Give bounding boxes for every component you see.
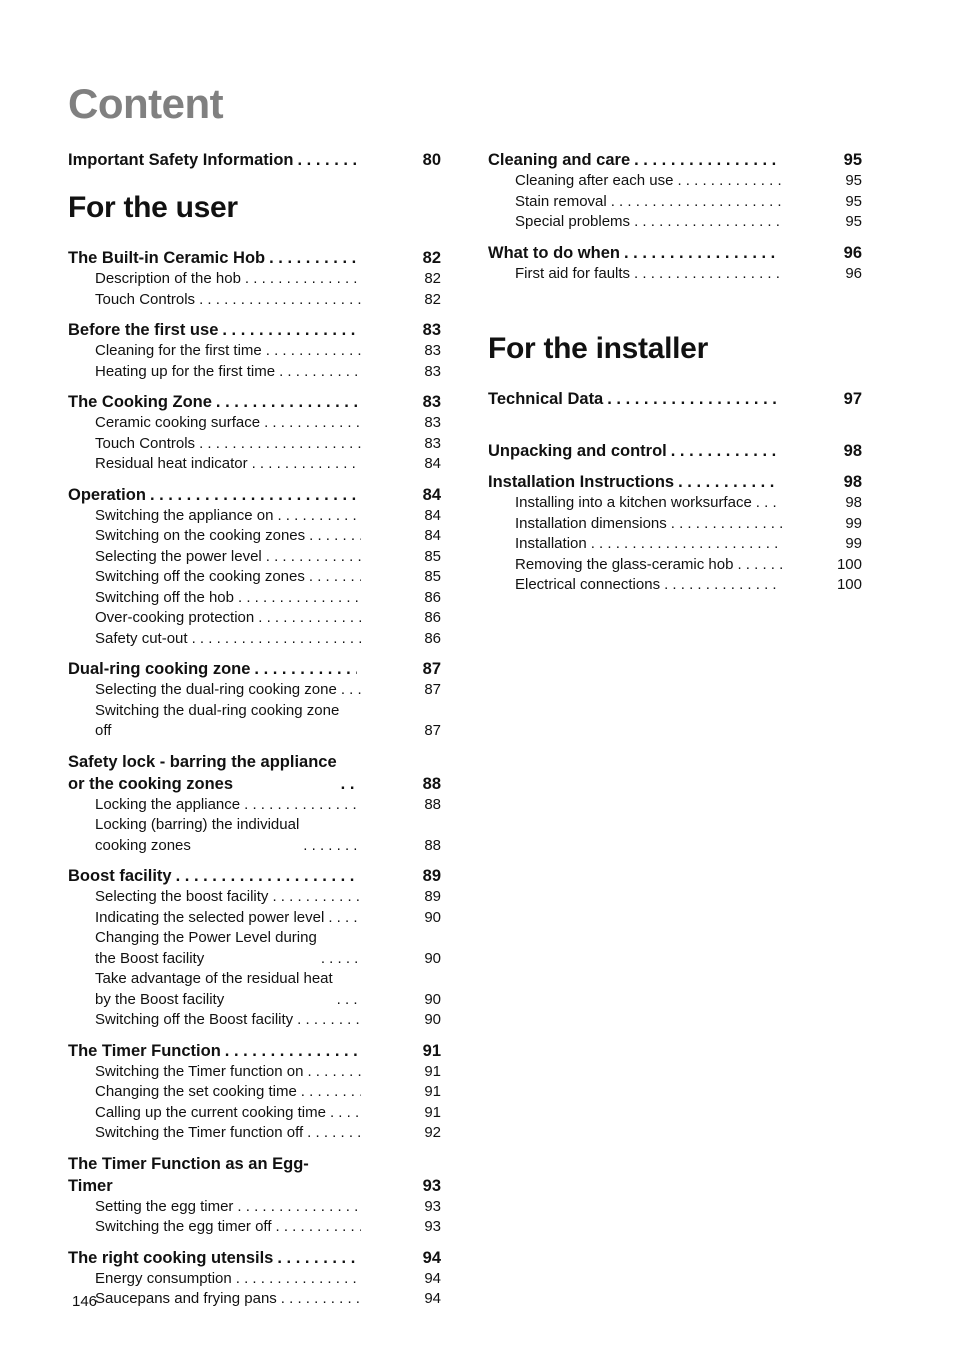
toc-entry-label: Heating up for the first time [95,362,276,380]
dot-leader [611,192,782,213]
toc-group [488,388,862,410]
dot-leader [756,493,782,514]
dot-leader [254,658,357,680]
toc-entry-label: Locking the appliance [95,795,241,813]
toc-subsection-entry[interactable] [68,928,441,969]
toc-entry-page: 83 [422,321,441,339]
dot-leader [607,388,778,410]
toc-subsection-entry[interactable] [68,290,441,311]
toc-entry-label: Safety lock - barring the appliance or the cooking zones [68,752,337,793]
section-heading-installer: For the installer [488,332,708,365]
toc-entry-page: 84 [422,485,441,504]
toc-entry-label: The Timer Function [68,1041,221,1060]
toc-entry-page: 93 [424,1218,441,1235]
toc-entry-label: Installing into a kitchen worksurface [515,494,752,511]
toc-group [68,865,441,1031]
dot-leader [634,149,778,171]
toc-entry-label: Special problems [515,213,631,230]
toc-entry-label: Boost facility [68,867,172,885]
toc-group [68,751,441,857]
toc-entry-page: 93 [424,1197,441,1215]
page-title: Content [68,80,224,127]
toc-left-column [68,149,441,1310]
toc-entry-label: Cleaning after each use [515,172,674,189]
toc-group [68,391,441,475]
toc-entry-label: Removing the glass-ceramic hob [515,555,734,573]
toc-section-entry[interactable] [488,440,862,462]
dot-leader [225,1040,357,1062]
toc-group [68,1040,441,1144]
toc-subsection-entry[interactable] [68,795,441,816]
toc-subsection-entry[interactable] [68,887,441,908]
toc-installer-groups [488,388,862,596]
toc-subsection-entry[interactable] [68,269,441,290]
dot-leader [328,908,361,929]
toc-entry-label: Over-cooking protection [95,609,255,626]
dot-leader [301,1082,361,1103]
toc-entry-label: Selecting the boost facility [95,888,269,905]
toc-section-entry[interactable] [488,471,862,493]
dot-leader [624,242,778,264]
toc-section-entry[interactable] [68,658,441,680]
dot-leader [737,555,782,576]
toc-entry-page: 98 [843,473,862,491]
toc-subsection-entry[interactable] [488,575,862,596]
toc-subsection-entry[interactable] [68,454,441,475]
dot-leader [272,887,361,908]
toc-subsection-entry[interactable] [68,506,441,527]
toc-subsection-entry[interactable] [68,526,441,547]
toc-entry-label: Changing the set cooking time [95,1083,297,1100]
toc-subsection-entry[interactable] [488,212,862,233]
dot-leader [307,1062,361,1083]
toc-entry-page: 86 [424,629,441,647]
dot-leader [277,506,361,527]
toc-section-entry[interactable] [488,242,862,264]
dot-leader [664,575,782,596]
toc-group [68,484,441,650]
toc-subsection-entry[interactable] [68,567,441,588]
toc-entry-label: Installation [515,535,587,552]
toc-entry-page: 87 [424,722,441,739]
toc-subsection-entry[interactable] [68,588,441,609]
dot-leader [266,547,361,568]
toc-group [68,1153,441,1238]
toc-section-entry[interactable] [68,391,441,413]
dot-leader [277,1247,357,1269]
toc-subsection-entry[interactable] [488,264,862,285]
toc-entry-label: The Built-in Ceramic Hob [68,249,266,267]
toc-entry-label: Saucepans and frying pans [95,1290,277,1307]
toc-group [68,658,441,742]
dot-leader [252,454,361,475]
toc-entry-page: 86 [424,609,441,626]
toc-entry-page: 88 [424,836,441,854]
toc-entry-label: Description of the hob [95,270,241,287]
toc-entry-page: 85 [424,547,441,565]
dot-leader [671,440,778,462]
toc-entry-label: Switching on the cooking zones [95,527,306,544]
toc-entry-label: Switching the egg timer off [95,1218,272,1235]
toc-entry-page: 82 [424,270,441,287]
toc-subsection-entry[interactable] [488,171,862,192]
toc-entry-page: 97 [843,390,862,408]
toc-section-entry[interactable] [68,751,441,795]
toc-subsection-entry[interactable] [68,1123,441,1144]
toc-section-entry[interactable] [488,149,862,171]
dot-leader [222,319,357,341]
toc-entry-label: Ceramic cooking surface [95,414,261,431]
toc-entry-label: Switching the Timer function on [95,1062,304,1080]
dot-leader [303,836,361,857]
toc-section-entry[interactable] [68,1040,441,1062]
toc-entry-label: What to do when [488,243,620,262]
toc-subsection-entry[interactable] [68,1289,441,1310]
dot-leader [281,1289,361,1310]
toc-entry-page: 82 [424,290,441,308]
toc-entry-label: Indicating the selected power level [95,908,325,926]
toc-entry-label: Touch Controls [95,434,196,452]
toc-entry-page: 82 [422,249,441,267]
toc-entry-label: Important Safety Information [68,151,294,169]
toc-entry-page: 90 [424,1011,441,1028]
toc-entry-label: Technical Data [488,390,604,408]
toc-subsection-entry[interactable] [68,1217,441,1238]
dot-leader [634,264,782,285]
toc-entry-page: 80 [422,151,441,169]
dot-leader [199,434,361,455]
dot-leader [238,588,361,609]
toc-subsection-entry[interactable] [488,493,862,514]
toc-entry-page: 95 [845,192,862,210]
toc-entry-page: 89 [424,888,441,905]
toc-subsection-entry[interactable] [68,908,441,929]
toc-right-column [488,149,862,596]
toc-entry-page: 99 [845,514,862,532]
toc-section-entry[interactable] [488,388,862,410]
toc-entry-page: 92 [424,1124,441,1141]
toc-entry-page: 93 [422,1176,441,1195]
toc-entry-label: Cleaning for the first time [95,342,262,359]
toc-entry-label: Selecting the power level [95,547,262,565]
toc-entry-label: Energy consumption [95,1269,232,1287]
toc-entry-label: The Timer Function as an Egg-Timer [68,1154,309,1195]
toc-subsection-entry[interactable] [68,608,441,629]
toc-section-entry[interactable] [68,319,441,341]
toc-subsection-entry[interactable] [68,1197,441,1218]
toc-group [488,471,862,596]
toc-entry-page: 87 [422,660,441,678]
toc-entry-page: 87 [424,681,441,698]
toc-entry-label: Switching off the hob [95,588,234,606]
toc-entry-page: 90 [424,990,441,1008]
dot-leader [337,990,361,1011]
toc-entry-label: Calling up the current cooking time [95,1103,326,1121]
toc-subsection-entry[interactable] [68,969,441,1010]
toc-entry-label: Residual heat indicator [95,455,248,472]
toc-care-groups [488,149,862,284]
toc-entry-page: 83 [424,414,441,431]
toc-entry-label: Switching the Timer function off [95,1124,304,1141]
toc-entry-label: Stain removal [515,192,607,210]
toc-entry-label: Locking (barring) the individual cooking zones [95,816,300,854]
toc-subsection-entry[interactable] [68,815,441,856]
toc-entry-label: The right cooking utensils [68,1248,274,1267]
toc-entry-label: Safety cut-out [95,629,188,647]
toc-entry-page: 100 [836,555,862,573]
toc-entry-label: Operation [68,485,146,504]
toc-entry-page: 84 [424,506,441,524]
toc-entry-page: 94 [422,1248,441,1267]
dot-leader [321,949,361,970]
toc-entry-page: 96 [845,264,862,282]
toc-subsection-entry[interactable] [68,1010,441,1031]
toc-subsection-entry[interactable] [68,1269,441,1290]
toc-entry-label: Switching the dual-ring cooking zone off [95,701,340,739]
toc-section-entry[interactable] [68,1153,441,1197]
dot-leader [341,773,357,795]
toc-subsection-entry[interactable] [488,192,862,213]
toc-section-entry[interactable] [68,247,441,269]
toc-subsection-entry[interactable] [68,701,441,742]
toc-entry-page: 83 [422,393,441,411]
toc-subsection-entry[interactable] [68,413,441,434]
toc-entry-page: 96 [843,243,862,262]
toc-entry-label: Switching off the Boost facility [95,1011,294,1028]
dot-leader [176,865,357,887]
toc-entry-label: The Cooking Zone [68,393,212,411]
toc-entry-page: 91 [424,1083,441,1100]
toc-subsection-entry[interactable] [488,514,862,535]
dot-leader [266,341,361,362]
toc-subsection-entry[interactable] [68,1103,441,1124]
dot-leader [244,795,361,816]
dot-leader [237,1197,361,1218]
toc-entry-page: 95 [845,172,862,189]
toc-subsection-entry[interactable] [68,1062,441,1083]
dot-leader [307,1123,361,1144]
dot-leader [298,149,357,171]
toc-entry-label: Take advantage of the residual heat by the Boost facility [95,970,333,1008]
toc-subsection-entry[interactable] [68,362,441,383]
toc-subsection-entry[interactable] [488,534,862,555]
toc-entry-label: Setting the egg timer [95,1197,234,1215]
toc-entry-label: First aid for faults [515,264,631,282]
dot-leader [245,269,361,290]
dot-leader [297,1010,361,1031]
toc-group [68,319,441,382]
dot-leader [275,1217,361,1238]
toc-entry-label: Installation Instructions [488,473,675,491]
toc-entry-label: Dual-ring cooking zone [68,660,251,678]
toc-entry-page: 90 [424,949,441,967]
toc-entry-page: 91 [424,1062,441,1080]
dot-leader [216,391,357,413]
dot-leader [258,608,361,629]
dot-leader [678,471,778,493]
toc-entry-page: 84 [424,455,441,472]
toc-user-groups [68,247,441,1310]
toc-entry-label: Installation dimensions [515,514,667,532]
dot-leader [192,629,361,650]
toc-subsection-entry[interactable] [68,341,441,362]
toc-entry-label: Switching off the cooking zones [95,568,305,585]
dot-leader [591,534,782,555]
toc-entry-page: 95 [845,213,862,230]
toc-entry-label: Cleaning and care [488,151,631,169]
toc-entry-page: 91 [422,1041,441,1060]
toc-entry-label: Touch Controls [95,290,196,308]
dot-leader [264,413,361,434]
toc-entry-page: 99 [845,535,862,552]
toc-entry-page: 100 [836,576,862,593]
toc-entry-page: 91 [424,1103,441,1121]
dot-leader [677,171,782,192]
toc-entry-label: Switching the appliance on [95,506,274,524]
toc-section-entry[interactable] [68,1247,441,1269]
toc-section-entry[interactable] [68,484,441,506]
toc-group [488,242,862,285]
toc-entry-page: 98 [843,442,862,460]
toc-entry-label: Selecting the dual-ring cooking zone [95,681,337,698]
toc-section-entry[interactable] [68,865,441,887]
toc-entry-page: 83 [424,342,441,359]
toc-entry-page: 95 [843,151,862,169]
toc-entry-page: 94 [424,1269,441,1287]
toc-subsection-entry[interactable] [68,680,441,701]
dot-leader [634,212,782,233]
toc-entry-safety-information[interactable] [68,149,441,171]
dot-leader [309,567,361,588]
toc-entry-page: 88 [424,795,441,813]
dot-leader [199,290,361,311]
dot-leader [341,680,361,701]
section-heading-user: For the user [68,191,238,224]
toc-entry-label: Unpacking and control [488,442,667,460]
page-number: 146 [72,1293,98,1310]
dot-leader [309,526,361,547]
toc-entry-page: 90 [424,908,441,926]
toc-entry-page: 83 [424,434,441,452]
toc-entry-label: Changing the Power Level during the Boost facility [95,929,317,967]
toc-entry-page: 94 [424,1290,441,1307]
toc-entry-page: 88 [422,774,441,793]
toc-group [68,1247,441,1310]
toc-group [68,247,441,310]
toc-entry-page: 89 [422,867,441,885]
toc-group [488,149,862,233]
toc-entry-page: 86 [424,588,441,606]
dot-leader [671,514,782,535]
toc-subsection-entry[interactable] [68,1082,441,1103]
dot-leader [236,1269,361,1290]
toc-entry-page: 84 [424,527,441,544]
dot-leader [269,247,357,269]
dot-leader [150,484,357,506]
toc-entry-page: 85 [424,568,441,585]
toc-subsection-entry[interactable] [68,547,441,568]
toc-subsection-entry[interactable] [488,555,862,576]
toc-entry-page: 98 [845,494,862,511]
toc-entry-page: 83 [424,362,441,380]
toc-entry-label: Before the first use [68,321,219,339]
toc-subsection-entry[interactable] [68,629,441,650]
toc-group [488,440,862,462]
dot-leader [279,362,361,383]
dot-leader [330,1103,361,1124]
toc-entry-label: Electrical connections [515,576,661,593]
toc-subsection-entry[interactable] [68,434,441,455]
